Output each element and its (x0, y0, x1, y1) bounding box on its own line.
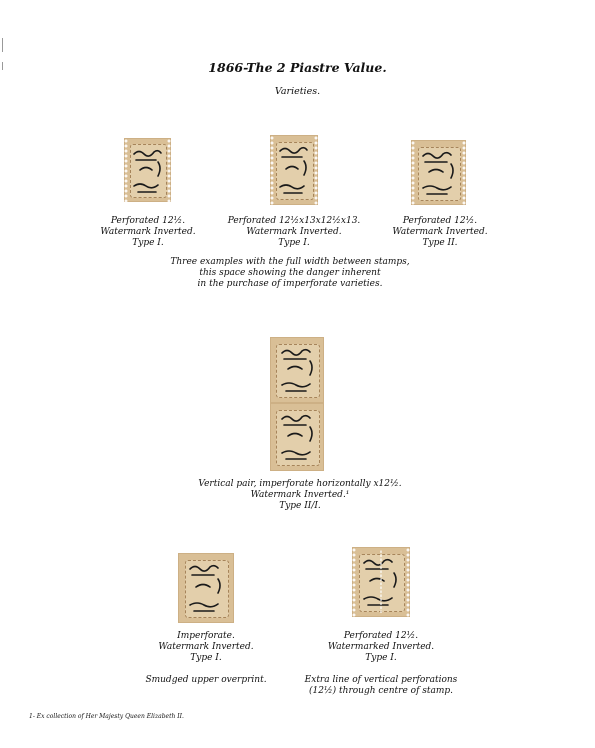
stamp-caption: Perforated 12½. Watermarked Inverted. Type I. (327, 631, 435, 663)
stamp-image (124, 138, 171, 202)
stamp-image (270, 135, 318, 205)
stamp-caption: Perforated 12½x13x12½x13. Watermark Inverted. Type I. (227, 216, 361, 248)
scan-mark (2, 38, 3, 52)
stamp-image (411, 140, 466, 205)
stamp-note: Smudged upper overprint. (145, 675, 267, 685)
page-subtitle: Varieties. (274, 86, 321, 97)
footnote: 1- Ex collection of Her Majesty Queen Elizabeth II. (29, 713, 184, 720)
stamp-image (352, 547, 410, 617)
stamp-caption: Perforated 12½. Watermark Inverted. Type I. (100, 216, 196, 248)
stamp-pair-upper (270, 337, 324, 403)
stamp-pair-lower (270, 403, 324, 471)
page-title: 1866-The 2 Piastre Value. (208, 60, 387, 75)
explanatory-note: Three examples with the full width between stamps, this space showing the danger inherent in the purchase of imperforate varieties. (170, 257, 410, 289)
stamp-image (178, 553, 234, 623)
stamp-note: Extra line of vertical perforations (12½) through centre of stamp. (304, 675, 458, 696)
pair-caption: Vertical pair, imperforate horizontally x12½. Watermark Inverted.¹ Type II/I. (198, 479, 402, 511)
stamp-caption: Imperforate. Watermark Inverted. Type I. (158, 631, 254, 663)
stamp-caption: Perforated 12½. Watermark Inverted. Type II. (392, 216, 488, 248)
